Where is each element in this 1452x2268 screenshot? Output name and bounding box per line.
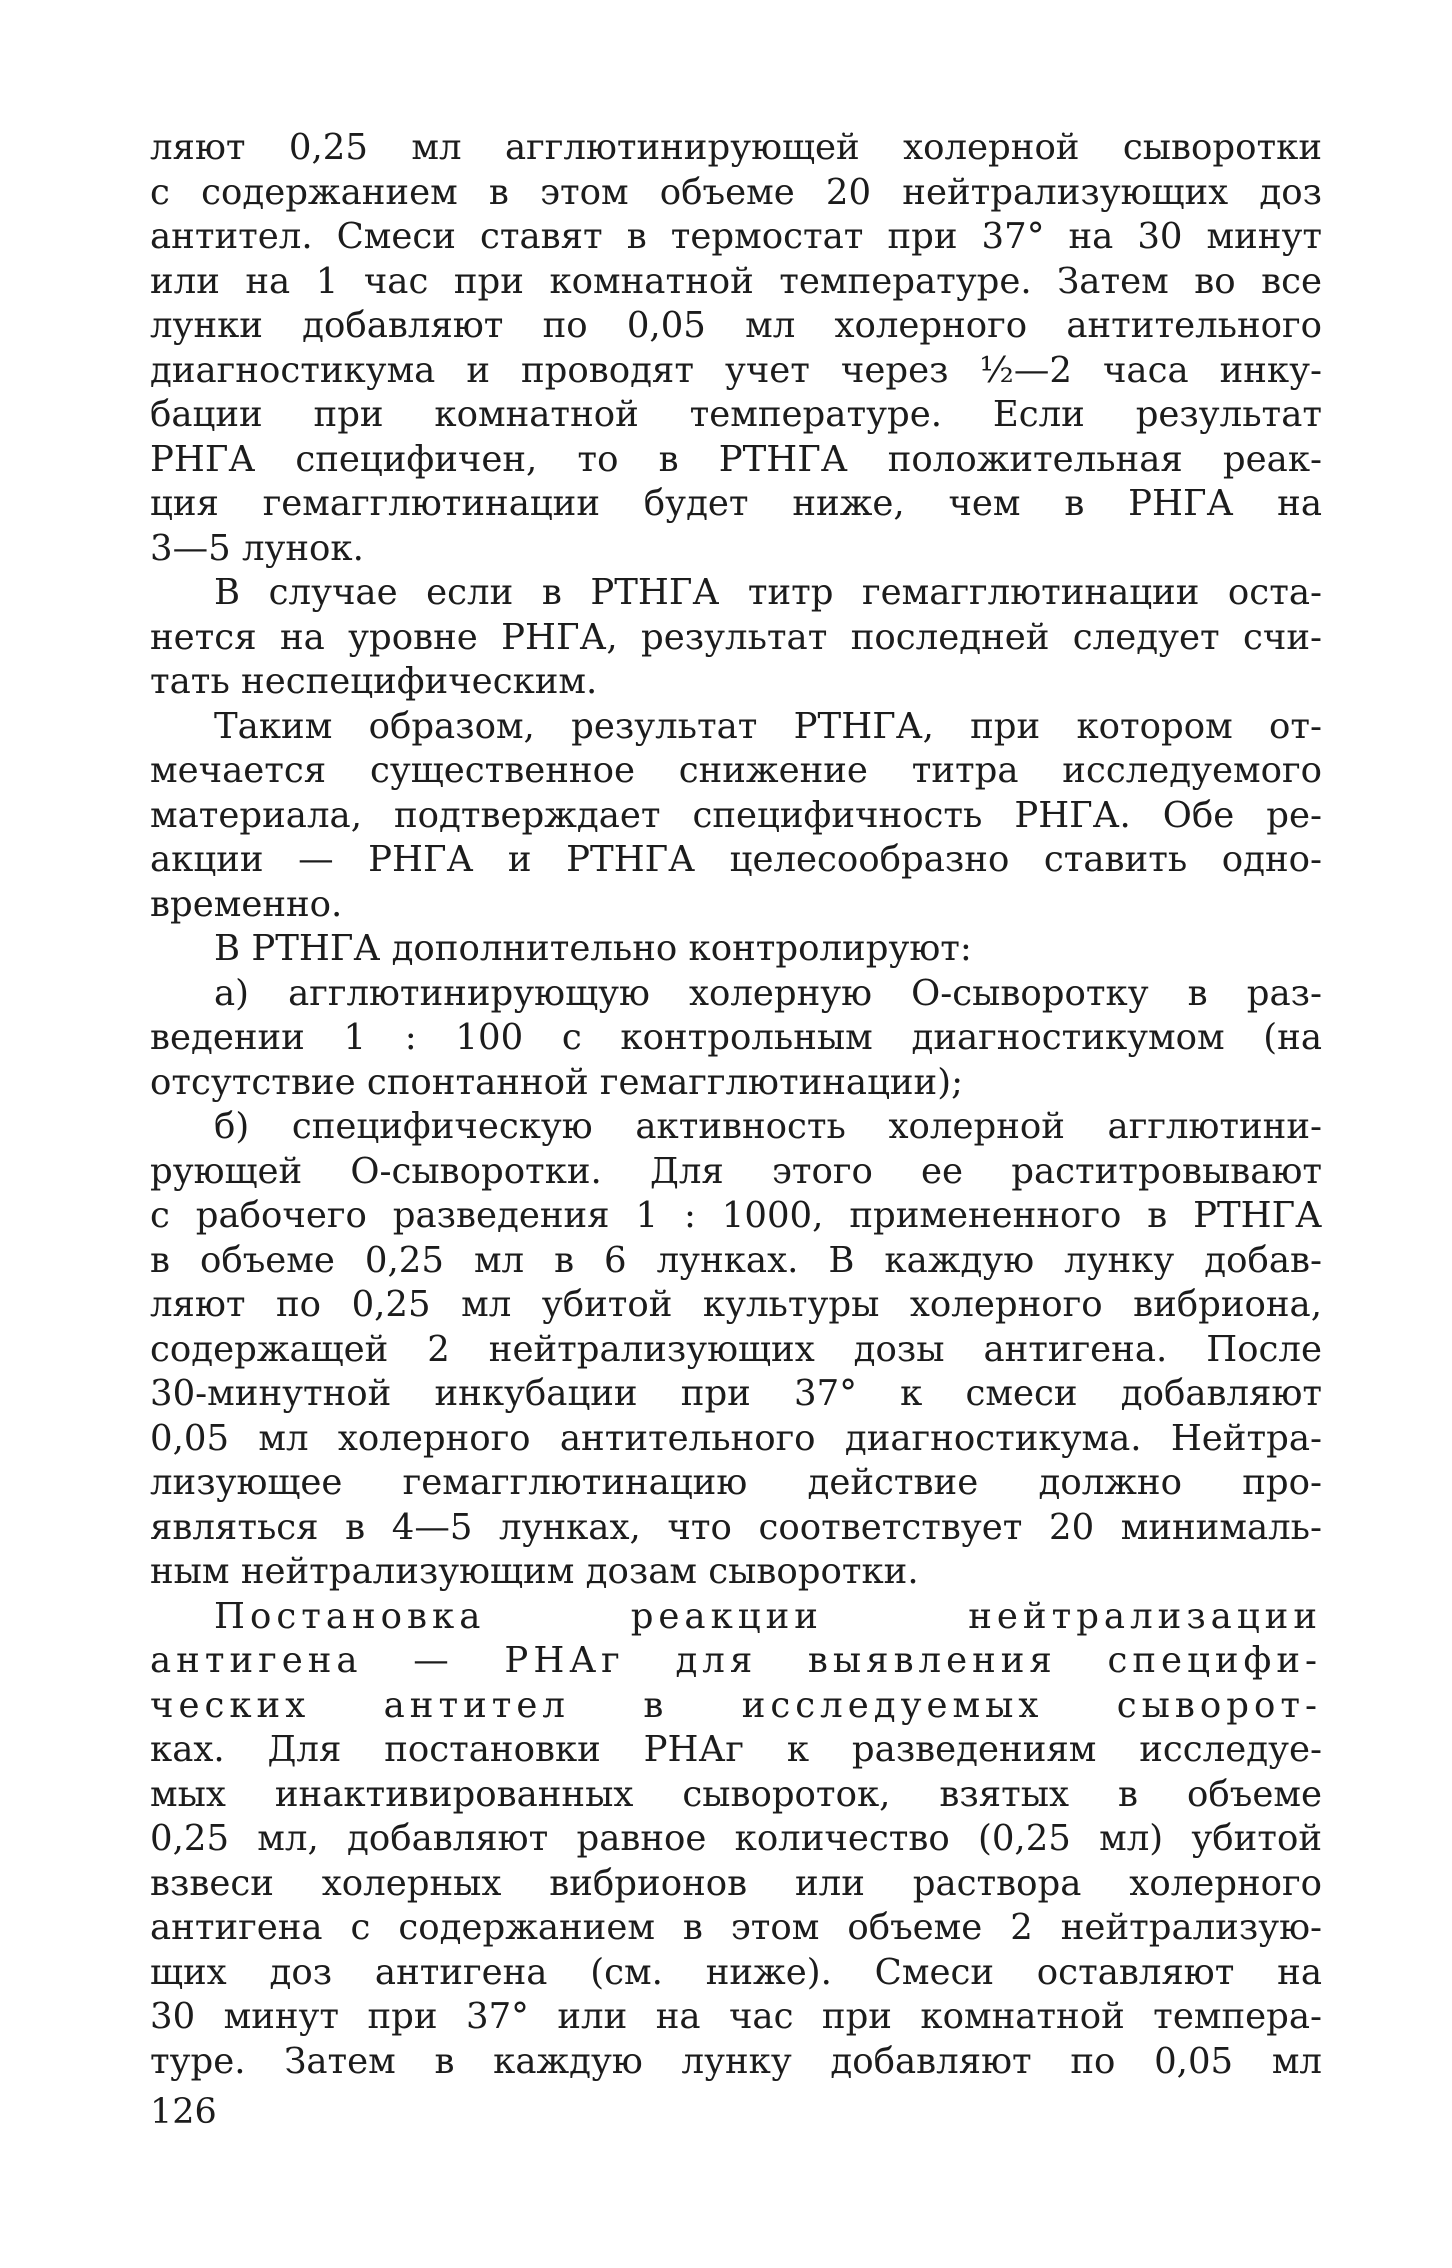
text-line: нется на уровне РНГА, результат последней следует счи-: [150, 616, 1322, 658]
text-line: временно.: [150, 883, 343, 925]
text-line: мых инактивированных сывороток, взятых в объеме: [150, 1773, 1322, 1815]
paragraph: [150, 1595, 1322, 2085]
text-line: мечается существенное снижение титра исследуемого: [150, 750, 1322, 791]
text-line: в объеме 0,25 мл в 6 лунках. В каждую лунку добав-: [150, 1239, 1322, 1281]
text-line: акции — РНГА и РТНГА целесообразно ставить одно-: [150, 839, 1322, 880]
text-line: лунки добавляют по 0,05 мл холерного антительного: [150, 305, 1322, 346]
paragraph: [150, 126, 1322, 571]
text-line: антител. Смеси ставят в термостат при 37° на 30 минут: [150, 216, 1322, 257]
text-line: б) специфическую активность холерной агглютини-: [214, 1106, 1322, 1147]
run-in-heading-line: антигена — РНАг для выявления специфи-: [150, 1640, 1322, 1681]
text-line: антигена с содержанием в этом объеме 2 нейтрализую-: [150, 1907, 1322, 1948]
run-in-heading-line: ческих антител в исследуемых сыворот-: [150, 1684, 1322, 1726]
text-line: РНГА специфичен, то в РТНГА положительная реак-: [150, 438, 1322, 480]
text-line: с содержанием в этом объеме 20 нейтрализующих доз: [150, 171, 1322, 213]
text-line: материала, подтверждает специфичность РНГА. Обе ре-: [150, 794, 1322, 836]
text-line: В РТНГА дополнительно контролируют:: [214, 928, 972, 969]
text-line: ляют 0,25 мл агглютинирующей холерной сыворотки: [150, 127, 1322, 168]
text-line: рующей О-сыворотки. Для этого ее раститровывают: [150, 1150, 1322, 1192]
text-line: или на 1 час при комнатной температуре. Затем во все: [150, 260, 1322, 302]
paragraph: [150, 705, 1322, 928]
run-in-heading-line: Постановка реакции нейтрализации: [214, 1595, 1322, 1637]
text-line: Таким образом, результат РТНГА, при котором от-: [214, 705, 1322, 747]
text-line: диагностикума и проводят учет через ½—2 часа инку-: [150, 349, 1322, 391]
list-item: [150, 972, 1322, 1106]
text-line: ведении 1 : 100 с контрольным диагностикумом (на: [150, 1017, 1322, 1058]
text-line: ция гемагглютинации будет ниже, чем в РНГА на: [150, 483, 1322, 524]
text-line: отсутствие спонтанной гемагглютинации);: [150, 1061, 964, 1103]
text-line: 0,05 мл холерного антительного диагностикума. Нейтра-: [150, 1417, 1322, 1459]
text-line: 30 минут при 37° или на час при комнатной темпера-: [150, 1996, 1322, 2037]
text-line: лизующее гемагглютинацию действие должно про-: [150, 1462, 1322, 1503]
text-line: а) агглютинирующую холерную О-сыворотку в раз-: [214, 972, 1322, 1014]
text-line: с рабочего разведения 1 : 1000, примененного в РТНГА: [150, 1195, 1322, 1236]
body-text: [150, 126, 1322, 2084]
text-line: тать неспецифическим.: [150, 661, 598, 702]
text-line: ным нейтрализующим дозам сыворотки.: [150, 1551, 919, 1592]
list-item: [150, 1105, 1322, 1595]
text-line: В случае если в РТНГА титр гемагглютинации оста-: [214, 572, 1322, 613]
text-line: содержащей 2 нейтрализующих дозы антигена. После: [150, 1328, 1322, 1370]
text-line: 30-минутной инкубации при 37° к смеси добавляют: [150, 1373, 1322, 1414]
text-line: бации при комнатной температуре. Если результат: [150, 394, 1322, 435]
text-line: щих доз антигена (см. ниже). Смеси оставляют на: [150, 1951, 1322, 1993]
text-line: туре. Затем в каждую лунку добавляют по 0,05 мл: [150, 2040, 1322, 2082]
page-number: 126: [150, 2092, 217, 2132]
text-line: ках. Для постановки РНАг к разведениям исследуе-: [150, 1729, 1322, 1770]
text-line: ляют по 0,25 мл убитой культуры холерного вибриона,: [150, 1284, 1322, 1325]
paragraph: [150, 927, 1322, 972]
text-line: являться в 4—5 лунках, что соответствует 20 минималь-: [150, 1506, 1322, 1548]
paragraph: [150, 571, 1322, 705]
text-line: 0,25 мл, добавляют равное количество (0,25 мл) убитой: [150, 1818, 1322, 1859]
text-line: 3—5 лунок.: [150, 527, 364, 569]
text-line: взвеси холерных вибрионов или раствора холерного: [150, 1862, 1322, 1904]
